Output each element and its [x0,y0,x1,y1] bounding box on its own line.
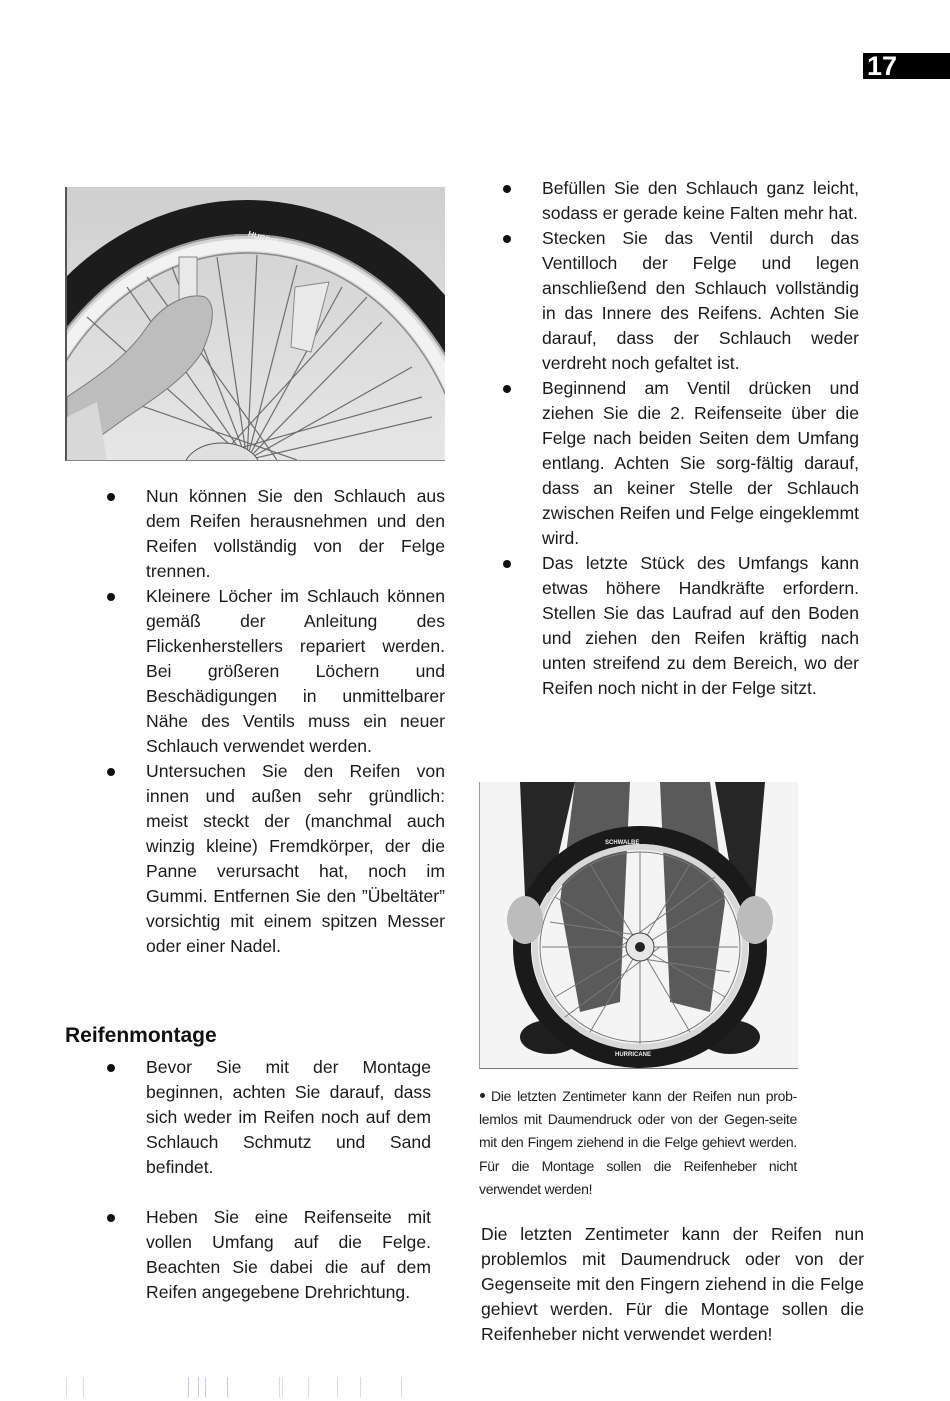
svg-text:HURRICANE: HURRICANE [615,1052,651,1058]
page-number: 17 [867,51,898,81]
caption-text: Die letzten Zentimeter kann der Reifen nun prob-lemlos mit Daumendruck oder von der Gegen-seite mit den Fingem ziehend in die Felge gehievt werden. Für die Montage sollen die Reifenheber nicht verwendet werden! [479,1088,797,1197]
list-item: Stecken Sie das Ventil durch das Ventilloch der Felge und legen anschließend den Schlauch vollständig in das Innere des Reifens. Achten Sie darauf, dass der Schlauch weder verdreht noch gefaltet ist. [499,226,859,376]
person-mounting-tire-illustration [480,782,798,1068]
list-item: Das letzte Stück des Umfangs kann etwas höhere Handkräfte erfordern. Stellen Sie das Laufrad auf den Boden und ziehen den Reifen kräftig nach unten streifend zu dem Bereich, wo der Reifen noch nicht in der Felge sitzt. [499,551,859,701]
list-item: Kleinere Löcher im Schlauch können gemäß der Anleitung des Flickenherstellers repariert werden. Bei größeren Löchern und Beschädigungen in unmittelbarer Nähe des Ventils muss ein neuer Schlauch verwendet werden. [103,584,445,759]
list-item: Befüllen Sie den Schlauch ganz leicht, sodass er gerade keine Falten mehr hat. [499,176,859,226]
tire-mounting-steps-continued [513,176,859,701]
list-item: Heben Sie eine Reifenseite mit vollen Umfang auf die Felge. Beachten Sie dabei die auf dem Reifen angegebene Drehrichtung. [103,1205,431,1305]
svg-text:HURRICANE: HURRICANE [246,229,296,253]
tire-lever-photo [65,187,445,461]
photo-caption [479,1085,797,1201]
tire-removal-steps [103,484,445,959]
list-item: Bevor Sie mit der Montage beginnen, achten Sie darauf, dass sich weder im Reifen noch auf dem Schlauch Schmutz und Sand befindet. [103,1055,431,1180]
svg-text:SCHWALBE: SCHWALBE [605,840,640,846]
footer-scan-marks [60,1377,460,1397]
wheel-with-tire-levers-illustration [67,187,445,460]
wheel-on-floor-photo [479,782,798,1069]
page-number-box [863,53,950,79]
section-heading: Reifenmontage [65,1024,217,1047]
bullet-icon [480,1093,485,1098]
closing-paragraph: Die letzten Zentimeter kann der Reifen nun problemlos mit Daumendruck oder von der Gegenseite mit den Fingern ziehend in die Felge gehievt werden. Für die Montage sollen die Reifenheber nicht verwendet werden! [481,1224,864,1344]
tire-mounting-steps [103,1055,431,1305]
list-item: Beginnend am Ventil drücken und ziehen Sie die 2. Reifenseite über die Felge nach beiden Seiten dem Umfang entlang. Achten Sie sorg-fältig darauf, dass an keiner Stelle der Schlauch zwischen Reifen und Felge eingeklemmt wird. [499,376,859,551]
list-item: Nun können Sie den Schlauch aus dem Reifen herausnehmen und den Reifen vollständig von der Felge trennen. [103,484,445,584]
list-item: Untersuchen Sie den Reifen von innen und außen sehr gründlich: meist steckt der (manchmal auch winzig kleine) Fremdkörper, der die Panne verursacht hat, noch im Gummi. Entfernen Sie den ”Übeltäter” vorsichtig mit einem spitzen Messer oder einer Nadel. [103,759,445,959]
